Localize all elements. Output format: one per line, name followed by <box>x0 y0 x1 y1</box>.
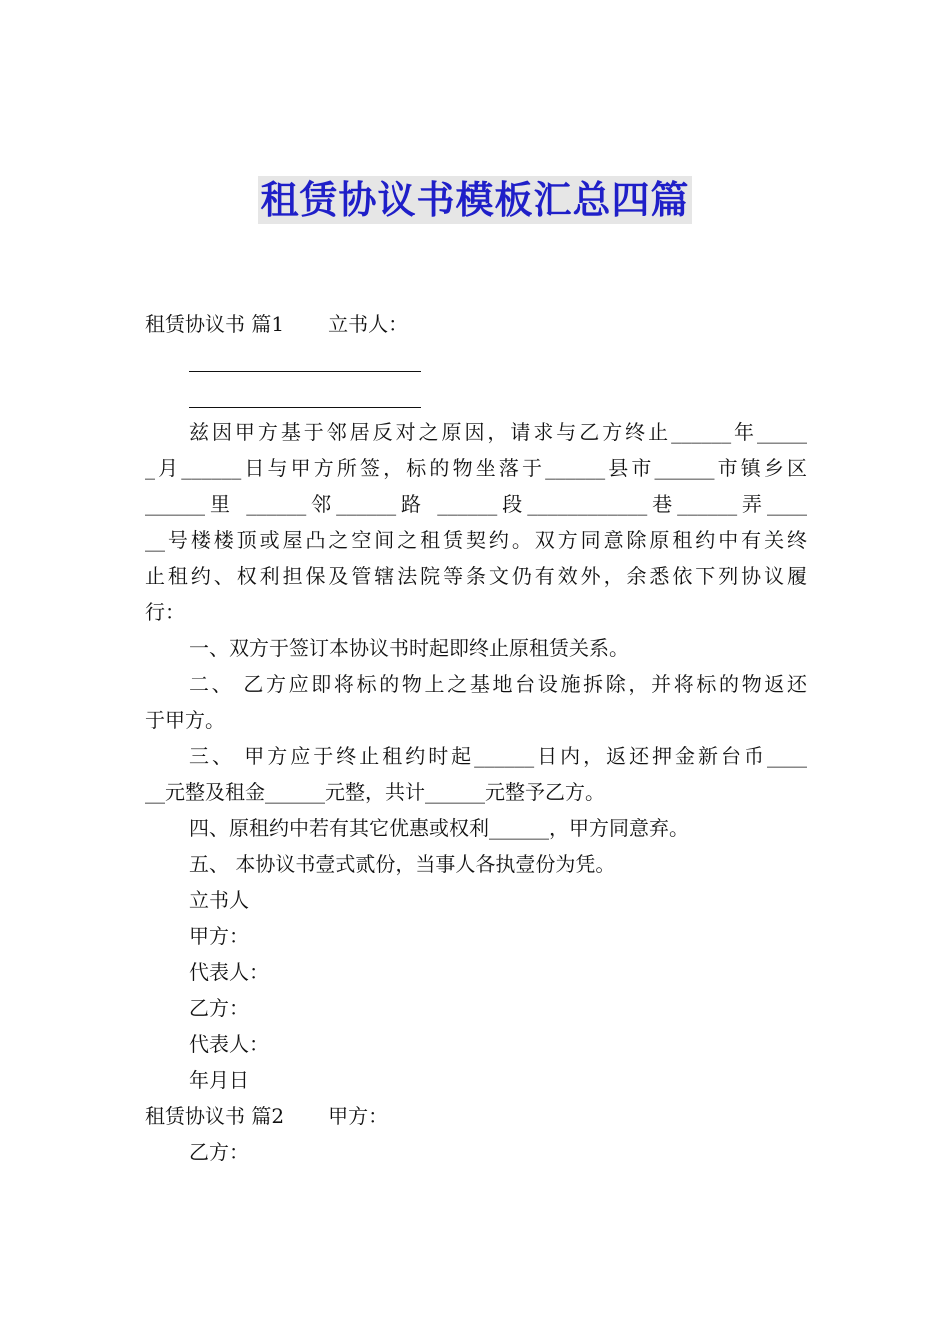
para1-line-3: ______里 ______邻______路 ______段____________巷______弄____ <box>145 492 807 516</box>
item-1: 一、双方于签订本协议书时起即终止原租赁关系。 <box>189 636 629 660</box>
item-3-line-1: 三、 甲方应于终止租约时起______日内，返还押金新台币____ <box>189 744 807 768</box>
item-3-line-2: __元整及租金______元整，共计______元整予乙方。 <box>145 780 605 804</box>
item-5: 五、 本协议书壹式贰份，当事人各执壹份为凭。 <box>189 852 616 876</box>
blank-underline-2 <box>189 378 421 414</box>
section2-heading <box>145 1098 807 1134</box>
sign-line-4: 乙方： <box>189 996 249 1020</box>
sign-line-3: 代表人： <box>189 960 269 984</box>
section1-heading-after: 立书人： <box>328 312 409 336</box>
document-title: 租赁协议书模板汇总四篇 <box>260 178 690 222</box>
para1-line-2: _月______日与甲方所签，标的物坐落于______县市______市镇乡区 <box>145 456 807 480</box>
sign-line-6: 年月日 <box>189 1068 249 1092</box>
para1-line-5: 止租约、权利担保及管辖法院等条文仍有效外，余悉依下列协议履 <box>145 564 807 588</box>
document-body <box>145 306 807 1170</box>
title-container <box>0 176 950 224</box>
sign-line-5: 代表人： <box>189 1032 269 1056</box>
section1-heading <box>145 306 807 342</box>
para1-line-4: __号楼楼顶或屋凸之空间之租赁契约。双方同意除原租约中有关终 <box>145 528 807 552</box>
blank-underline-1 <box>189 342 421 378</box>
sign-line-2: 甲方： <box>189 924 249 948</box>
item-2-line-1: 二、 乙方应即将标的物上之基地台设施拆除，并将标的物返还 <box>189 672 807 696</box>
item-4: 四、原租约中若有其它优惠或权利______，甲方同意弃。 <box>189 816 689 840</box>
section1-heading-text: 租赁协议书 篇1 <box>145 312 285 336</box>
para1-line-6: 行： <box>145 600 185 624</box>
item-2-line-2: 于甲方。 <box>145 708 225 732</box>
section2-heading-text: 租赁协议书 篇2 <box>145 1104 285 1128</box>
section2-heading-after: 甲方： <box>328 1104 389 1128</box>
para1-line-1: 兹因甲方基于邻居反对之原因，请求与乙方终止______年_____ <box>189 420 807 444</box>
sign-line-1: 立书人 <box>189 888 249 912</box>
section2-line-1: 乙方： <box>189 1140 249 1164</box>
